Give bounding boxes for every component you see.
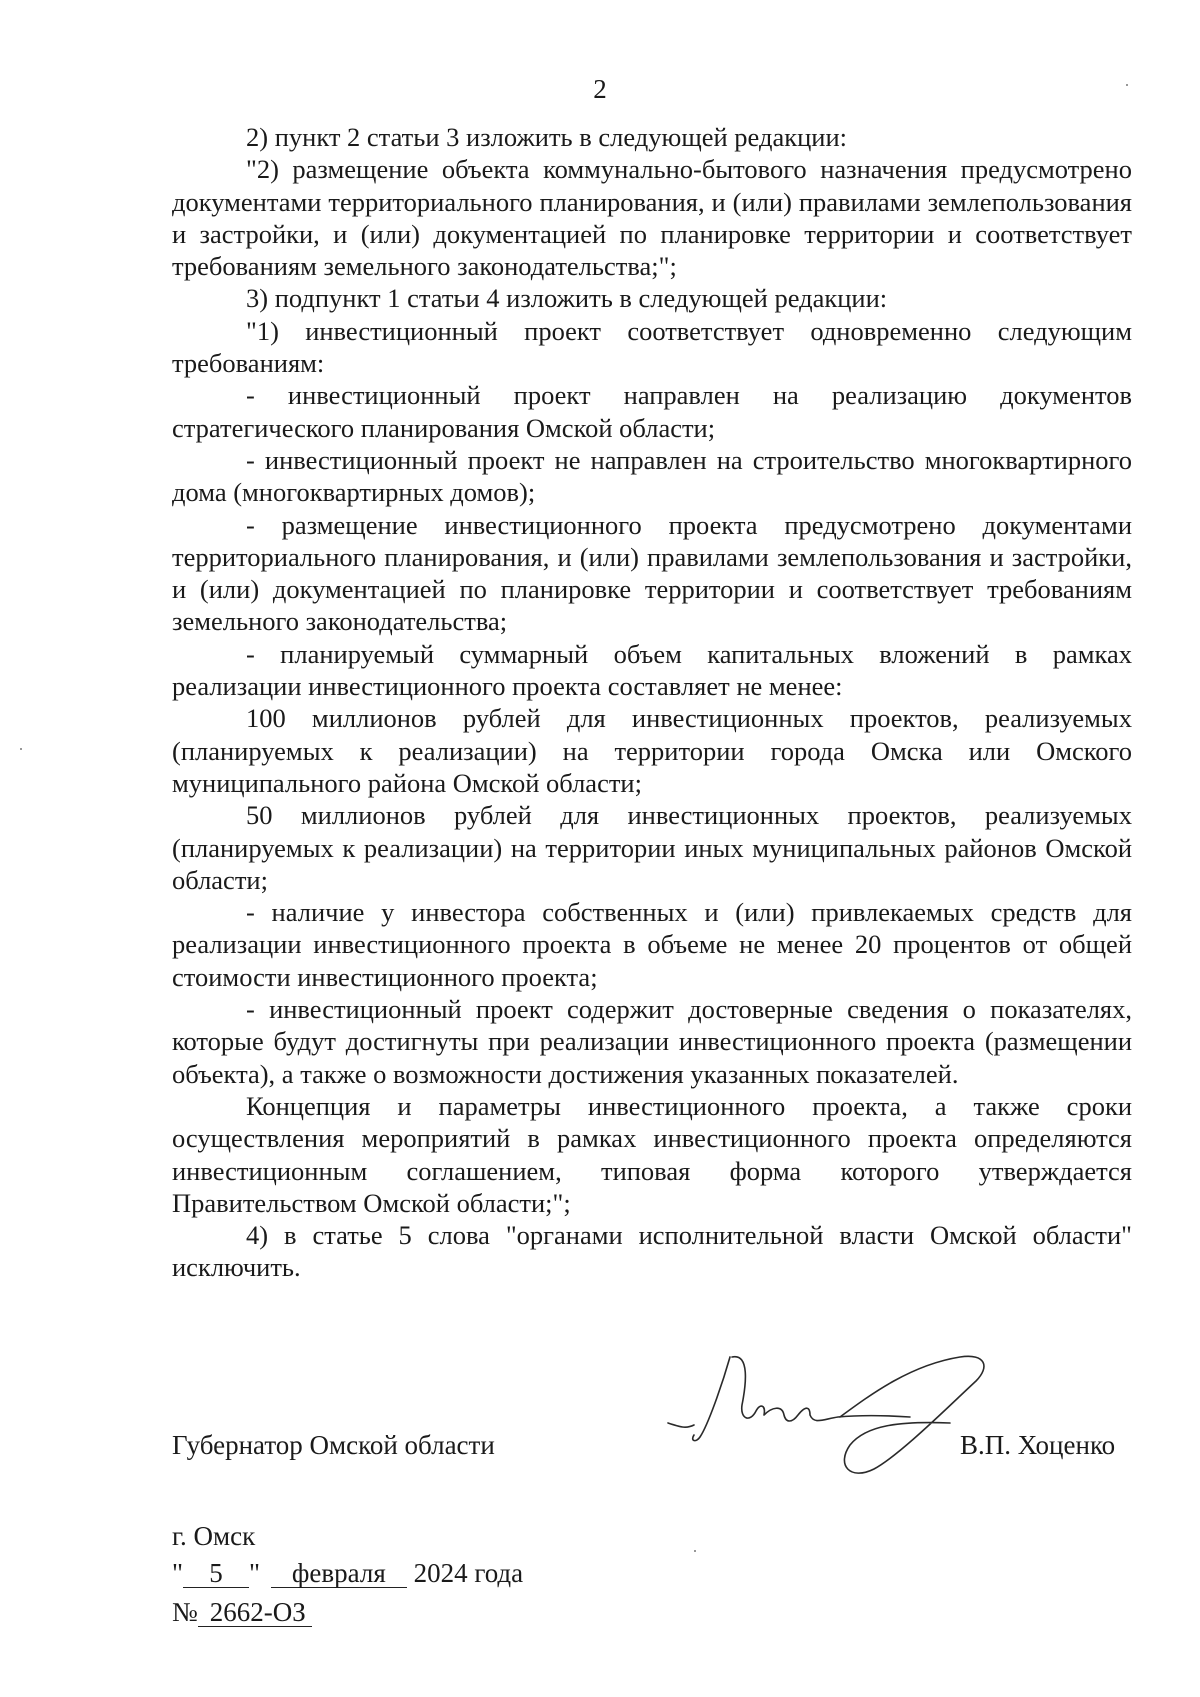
quote-mark: " [249, 1558, 261, 1588]
scan-speck [694, 1550, 696, 1552]
paragraph: - планируемый суммарный объем капитальных вложений в рамках реализации инвестиционного проекта составляет не менее: [172, 638, 1132, 702]
date-month: февраля [271, 1559, 407, 1588]
page-number: 2 [593, 74, 607, 104]
scan-speck [1126, 84, 1128, 86]
document-body [172, 121, 1132, 1284]
paragraph: Концепция и параметры инвестиционного проекта, а также сроки осуществления мероприятий в рамках инвестиционного проекта определяются инвестиционным соглашением, типовая форма которого утверждается Правительством Омской области;"; [172, 1090, 1132, 1218]
paragraph: 4) в статье 5 слова "органами исполнительной власти Омской области" исключить. [172, 1220, 1132, 1283]
paragraph: - инвестиционный проект не направлен на строительство многоквартирного дома (многоквартирных домов); [172, 444, 1132, 508]
paragraph: - размещение инвестиционного проекта предусмотрено документами территориального планирования, и (или) правилами землепользования и застройки, и (или) документацией по планировке территории и соответствует требованиям земельного законодательства; [172, 509, 1132, 637]
paragraph: 50 миллионов рублей для инвестиционных проектов, реализуемых (планируемых к реализации) на территории иных муниципальных районов Омской области; [172, 800, 1132, 895]
paragraph: "2) размещение объекта коммунально-бытового назначения предусмотрено документами территориального планирования, и (или) правилами землепользования и застройки, и (или) документацией по планировке территории и соответствует требованиям земельного законодательства;"; [172, 154, 1132, 282]
paragraph: "1) инвестиционный проект соответствует одновременно следующим требованиям: [172, 315, 1132, 379]
city: г. Омск [172, 1521, 256, 1551]
paragraph: 100 миллионов рублей для инвестиционных проектов, реализуемых (планируемых к реализации) на территории города Омска или Омского муниципального района Омской области; [172, 703, 1132, 798]
date-year: 2024 года [413, 1558, 524, 1588]
date-day: 5 [183, 1559, 249, 1588]
paragraph: - инвестиционный проект направлен на реализацию документов стратегического планирования Омской области; [172, 380, 1132, 443]
date-line [172, 1558, 523, 1589]
paragraph: 3) подпункт 1 статьи 4 изложить в следующей редакции: [246, 283, 888, 314]
number-sign: № [172, 1597, 198, 1627]
signatory-position: Губернатор Омской области [172, 1430, 495, 1460]
signatory-name: В.П. Хоценко [960, 1430, 1116, 1460]
handwritten-signature [660, 1345, 990, 1485]
paragraph: 2) пункт 2 статьи 3 изложить в следующей редакции: [246, 122, 847, 152]
document-number-line [172, 1597, 312, 1628]
paragraph: - инвестиционный проект содержит достоверные сведения о показателях, которые будут достигнуты при реализации инвестиционного проекта (размещении объекта), а также о возможности достижения указанных показателей. [172, 994, 1132, 1089]
paragraph: - наличие у инвестора собственных и (или) привлекаемых средств для реализации инвестиционного проекта в объеме не менее 20 процентов от общей стоимости инвестиционного проекта; [172, 897, 1132, 992]
document-number: 2662-ОЗ [198, 1598, 312, 1627]
scan-speck [20, 748, 22, 750]
quote-mark: " [172, 1558, 184, 1588]
